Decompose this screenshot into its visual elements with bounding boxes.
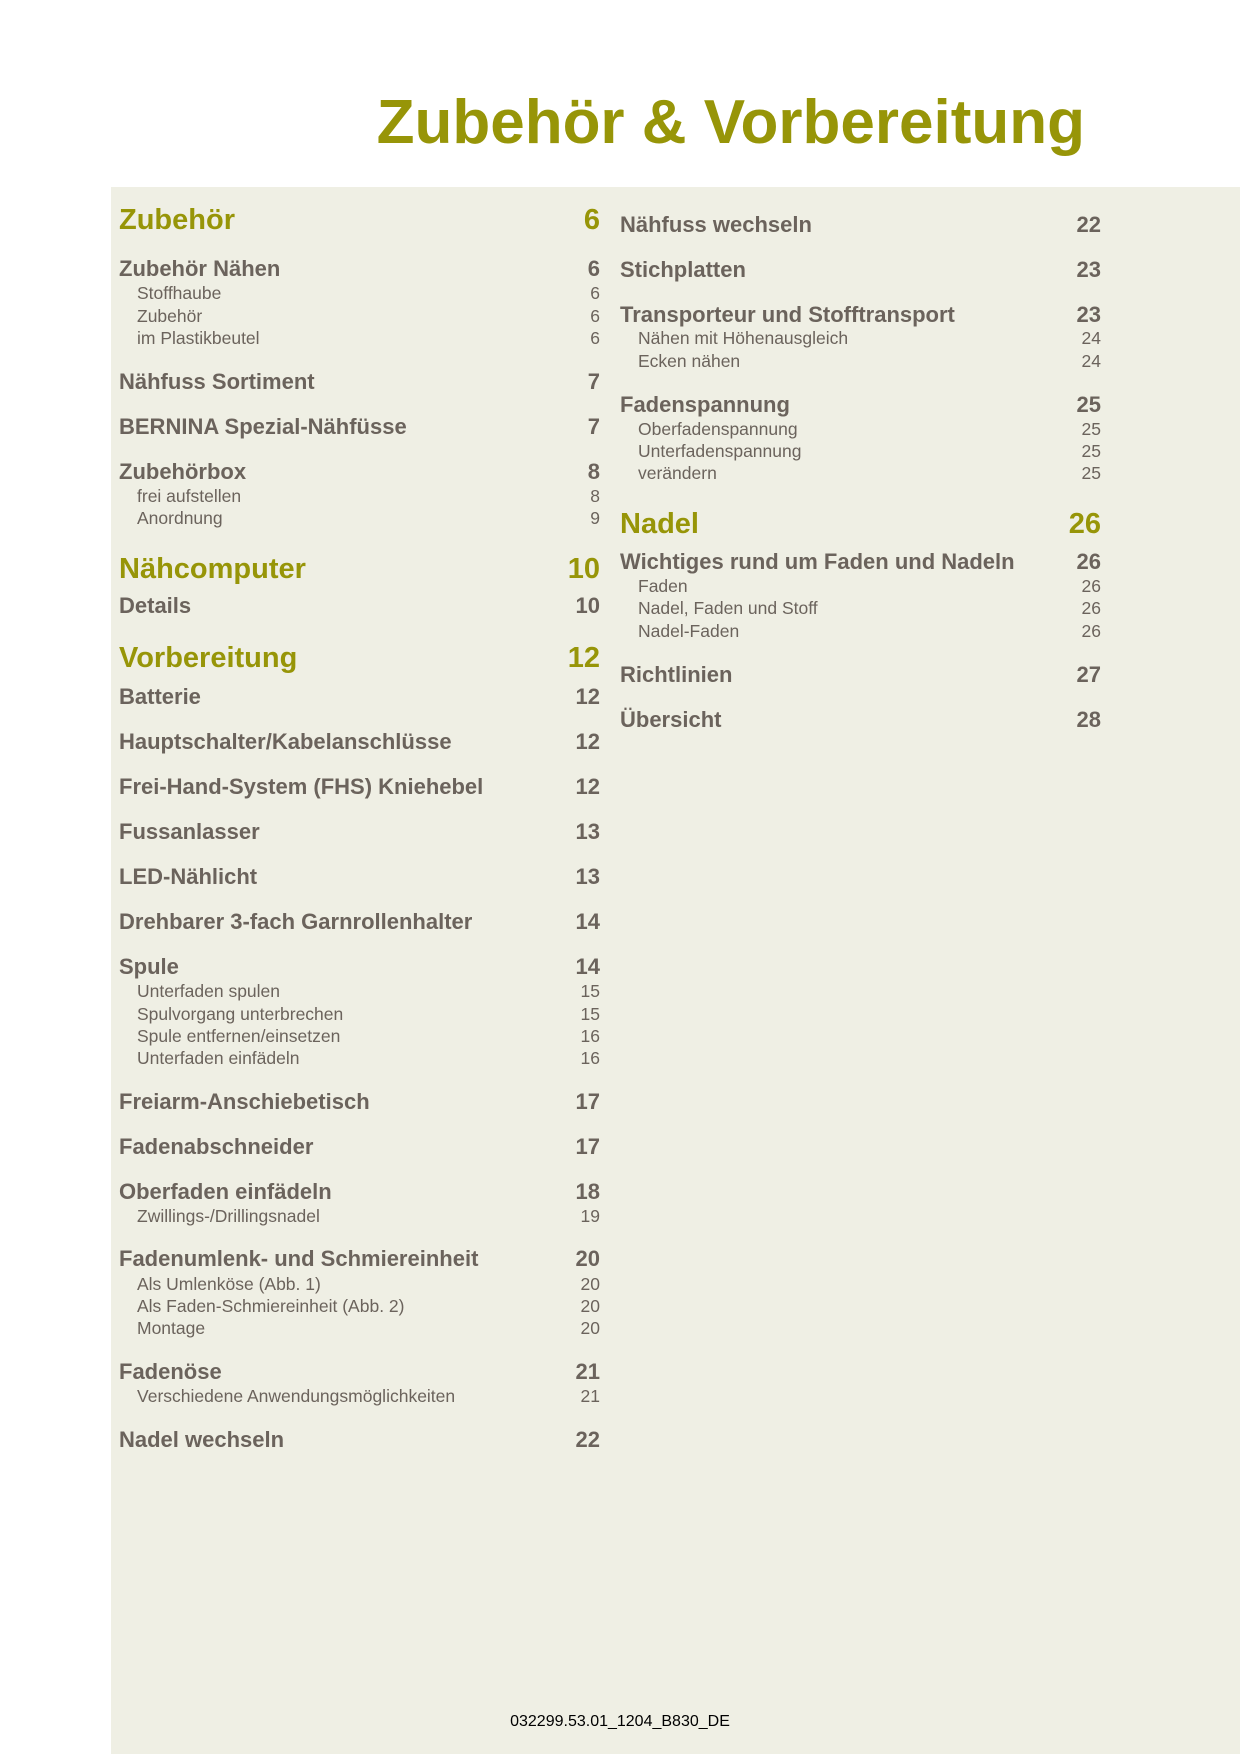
toc-sub-row[interactable]	[620, 575, 1101, 597]
toc-entry-title: im Plastikbeutel	[137, 328, 260, 348]
toc-entry-page-number: 20	[580, 1296, 600, 1316]
toc-heading-row[interactable]	[620, 661, 1101, 689]
toc-entry-title: Vorbereitung	[119, 642, 298, 674]
toc-entry-title: Nadel	[620, 508, 699, 540]
toc-entry-title: Spule entfernen/einsetzen	[137, 1026, 341, 1046]
toc-entry-title: Nadel wechseln	[119, 1427, 285, 1452]
toc-entry-title: Zwillings-/Drillingsnadel	[137, 1206, 320, 1226]
toc-heading-row[interactable]	[119, 1426, 600, 1454]
toc-entry-page-number: 7	[587, 414, 600, 439]
toc-heading-row[interactable]	[620, 391, 1101, 419]
toc-entry-title: Nähcomputer	[119, 553, 306, 585]
toc-entry-title: Frei-Hand-System (FHS) Kniehebel	[119, 774, 484, 799]
toc-entry-title: Nähfuss Sortiment	[119, 369, 315, 394]
toc-entry-page-number: 20	[580, 1318, 600, 1338]
document-code-footer: 032299.53.01_1204_B830_DE	[510, 1713, 730, 1730]
toc-heading-row[interactable]	[119, 1178, 600, 1206]
toc-entry-title: Zubehör	[119, 204, 235, 236]
toc-heading-row[interactable]	[119, 1358, 600, 1386]
toc-heading-row[interactable]	[119, 863, 600, 891]
toc-entry-page-number: 13	[575, 819, 600, 844]
toc-entry-page-number: 19	[580, 1206, 600, 1226]
toc-heading-row[interactable]	[620, 706, 1101, 734]
toc-entry-title: Fadenumlenk- und Schmiereinheit	[119, 1246, 479, 1271]
toc-entry-page-number: 13	[575, 864, 600, 889]
toc-entry-title: Fadenspannung	[620, 392, 790, 417]
toc-sub-row[interactable]	[119, 1317, 600, 1339]
toc-entry-title: Details	[119, 593, 192, 618]
toc-sub-row[interactable]	[119, 1047, 600, 1069]
toc-sub-row[interactable]	[620, 620, 1101, 642]
toc-entry-page-number: 14	[575, 909, 600, 934]
toc-sub-row[interactable]	[119, 282, 600, 304]
toc-entry-page-number: 6	[590, 306, 600, 326]
toc-entry-page-number: 12	[575, 774, 600, 799]
toc-entry-title: Zubehör	[137, 306, 203, 326]
toc-sub-row[interactable]	[119, 507, 600, 529]
toc-entry-title: Fussanlasser	[119, 819, 260, 844]
toc-entry-page-number: 10	[567, 553, 600, 585]
toc-entry-title: Oberfaden einfädeln	[119, 1179, 332, 1204]
toc-entry-page-number: 6	[590, 283, 600, 303]
toc-entry-title: Fadenöse	[119, 1359, 222, 1384]
toc-sub-row[interactable]	[119, 485, 600, 507]
toc-heading-row[interactable]	[119, 1133, 600, 1161]
toc-entry-page-number: 8	[590, 486, 600, 506]
toc-heading-row[interactable]	[119, 683, 600, 711]
toc-heading-row[interactable]	[119, 908, 600, 936]
toc-entry-page-number: 25	[1076, 392, 1101, 417]
toc-entry-title: Verschiedene Anwendungsmöglichkeiten	[137, 1386, 456, 1406]
toc-panel	[111, 187, 1240, 1754]
toc-sub-row[interactable]	[119, 980, 600, 1002]
toc-entry-page-number: 16	[580, 1026, 600, 1046]
toc-chapter-row[interactable]	[119, 201, 600, 239]
toc-heading-row[interactable]	[119, 773, 600, 801]
toc-entry-title: Fadenabschneider	[119, 1134, 314, 1159]
toc-heading-row[interactable]	[119, 255, 600, 283]
toc-entry-title: Richtlinien	[620, 662, 733, 687]
toc-entry-page-number: 18	[575, 1179, 600, 1204]
toc-entry-page-number: 21	[575, 1359, 600, 1384]
toc-entry-page-number: 23	[1076, 302, 1101, 327]
toc-sub-row[interactable]	[119, 305, 600, 327]
toc-sub-row[interactable]	[620, 327, 1101, 349]
toc-entry-title: Nähfuss wechseln	[620, 212, 812, 237]
toc-heading-row[interactable]	[119, 818, 600, 846]
toc-sub-row[interactable]	[119, 1273, 600, 1295]
toc-entry-page-number: 26	[1081, 598, 1101, 618]
toc-entry-title: verändern	[638, 463, 717, 483]
toc-sub-row[interactable]	[119, 1205, 600, 1227]
toc-entry-title: Freiarm-Anschiebetisch	[119, 1089, 370, 1114]
toc-entry-title: Montage	[137, 1318, 206, 1338]
toc-entry-title: Drehbarer 3-fach Garnrollenhalter	[119, 909, 473, 934]
toc-entry-title: Nadel-Faden	[638, 621, 740, 641]
toc-entry-page-number: 22	[1076, 212, 1101, 237]
toc-entry-title: Zubehör Nähen	[119, 256, 281, 281]
toc-entry-title: Übersicht	[620, 707, 722, 732]
toc-entry-title: Spulvorgang unterbrechen	[137, 1004, 344, 1024]
toc-entry-page-number: 7	[587, 369, 600, 394]
toc-entry-page-number: 20	[580, 1274, 600, 1294]
toc-entry-page-number: 12	[575, 684, 600, 709]
toc-entry-page-number: 25	[1081, 419, 1101, 439]
toc-sub-row[interactable]	[119, 1385, 600, 1407]
toc-entry-page-number: 16	[580, 1048, 600, 1068]
toc-entry-page-number: 27	[1076, 662, 1101, 687]
toc-entry-page-number: 17	[575, 1089, 600, 1114]
toc-entry-title: Unterfaden einfädeln	[137, 1048, 300, 1068]
toc-entry-title: Als Faden-Schmiereinheit (Abb. 2)	[137, 1296, 405, 1316]
toc-entry-title: Zubehörbox	[119, 459, 247, 484]
toc-heading-row[interactable]	[119, 413, 600, 441]
toc-heading-row[interactable]	[620, 256, 1101, 284]
toc-entry-title: Faden	[638, 576, 688, 596]
toc-entry-title: Hauptschalter/Kabelanschlüsse	[119, 729, 452, 754]
toc-chapter-row[interactable]	[620, 505, 1101, 543]
toc-entry-title: LED-Nählicht	[119, 864, 258, 889]
toc-entry-title: frei aufstellen	[137, 486, 242, 506]
toc-sub-row[interactable]	[620, 462, 1101, 484]
toc-entry-page-number: 12	[575, 729, 600, 754]
toc-entry-title: BERNINA Spezial-Nähfüsse	[119, 414, 407, 439]
toc-entry-page-number: 9	[590, 508, 600, 528]
toc-heading-row[interactable]	[119, 728, 600, 756]
toc-heading-row[interactable]	[620, 301, 1101, 329]
toc-entry-page-number: 23	[1076, 257, 1101, 282]
toc-sub-row[interactable]	[119, 1295, 600, 1317]
toc-entry-page-number: 6	[583, 204, 600, 236]
toc-entry-title: Wichtiges rund um Faden und Nadeln	[620, 549, 1015, 574]
toc-heading-row[interactable]	[620, 548, 1101, 576]
toc-heading-row[interactable]	[119, 1245, 600, 1273]
toc-entry-page-number: 24	[1081, 328, 1101, 348]
toc-heading-row[interactable]	[119, 592, 600, 620]
toc-entry-page-number: 28	[1076, 707, 1101, 732]
toc-entry-page-number: 14	[575, 954, 600, 979]
toc-entry-title: Batterie	[119, 684, 201, 709]
toc-entry-page-number: 8	[587, 459, 600, 484]
toc-entry-page-number: 25	[1081, 441, 1101, 461]
toc-entry-title: Unterfaden spulen	[137, 981, 281, 1001]
page-title: Zubehör & Vorbereitung	[376, 88, 1085, 157]
toc-entry-title: Spule	[119, 954, 179, 979]
toc-entry-page-number: 6	[590, 328, 600, 348]
toc-sub-row[interactable]	[620, 350, 1101, 372]
toc-heading-row[interactable]	[119, 368, 600, 396]
toc-sub-row[interactable]	[119, 1003, 600, 1025]
toc-entry-page-number: 26	[1068, 508, 1101, 540]
toc-entry-page-number: 15	[580, 981, 600, 1001]
toc-sub-row[interactable]	[620, 440, 1101, 462]
toc-entry-page-number: 26	[1076, 549, 1101, 574]
toc-entry-title: Oberfadenspannung	[638, 419, 798, 439]
toc-sub-row[interactable]	[620, 597, 1101, 619]
toc-entry-title: Stoffhaube	[137, 283, 222, 303]
toc-entry-page-number: 17	[575, 1134, 600, 1159]
toc-entry-page-number: 22	[575, 1427, 600, 1452]
toc-heading-row[interactable]	[620, 211, 1101, 239]
toc-entry-title: Nadel, Faden und Stoff	[638, 598, 818, 618]
toc-entry-title: Stichplatten	[620, 257, 746, 282]
toc-heading-row[interactable]	[119, 1088, 600, 1116]
toc-entry-title: Ecken nähen	[638, 351, 741, 371]
toc-entry-page-number: 15	[580, 1004, 600, 1024]
toc-entry-title: Transporteur und Stofftransport	[620, 302, 955, 327]
toc-entry-page-number: 26	[1081, 576, 1101, 596]
toc-sub-row[interactable]	[620, 418, 1101, 440]
toc-entry-page-number: 26	[1081, 621, 1101, 641]
toc-entry-page-number: 20	[575, 1246, 600, 1271]
toc-sub-row[interactable]	[119, 1025, 600, 1047]
toc-sub-row[interactable]	[119, 327, 600, 349]
toc-entry-title: Unterfadenspannung	[638, 441, 802, 461]
toc-entry-title: Nähen mit Höhenausgleich	[638, 328, 849, 348]
toc-entry-page-number: 10	[575, 593, 600, 618]
toc-entry-title: Als Umlenköse (Abb. 1)	[137, 1274, 321, 1294]
toc-heading-row[interactable]	[119, 953, 600, 981]
toc-entry-page-number: 6	[587, 256, 600, 281]
toc-entry-page-number: 21	[580, 1386, 600, 1406]
toc-heading-row[interactable]	[119, 458, 600, 486]
toc-chapter-row[interactable]	[119, 639, 600, 677]
toc-entry-page-number: 25	[1081, 463, 1101, 483]
toc-entry-page-number: 24	[1081, 351, 1101, 371]
toc-entry-page-number: 12	[567, 642, 600, 674]
toc-entry-title: Anordnung	[137, 508, 223, 528]
toc-chapter-row[interactable]	[119, 550, 600, 588]
